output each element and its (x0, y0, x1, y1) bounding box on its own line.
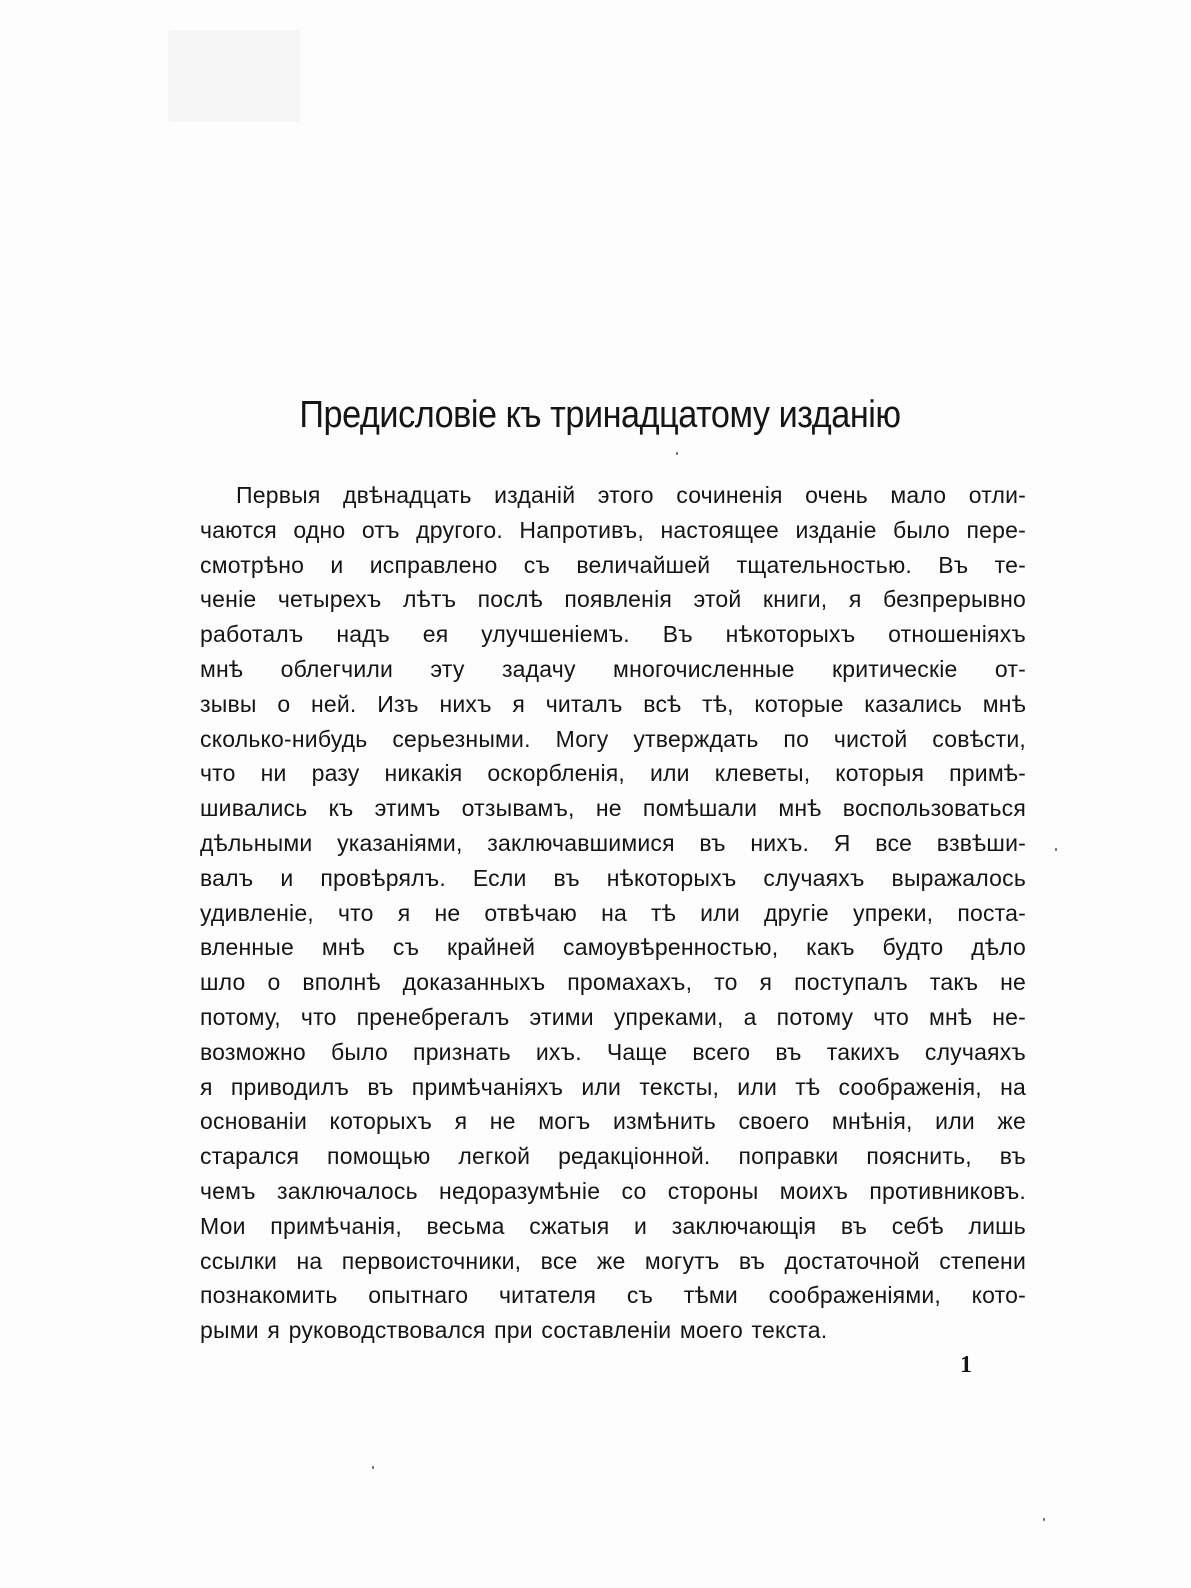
text-line: Первыя двѣнадцать изданій этого сочиненія очень мало отли- (236, 482, 1026, 508)
text-line: возможно было признать ихъ. Чаще всего въ такихъ случаяхъ (200, 1038, 1026, 1065)
text-line: основаніи которыхъ я не могъ измѣнить своего мнѣнія, или же (200, 1108, 1026, 1135)
text-line: чемъ заключалось недоразумѣніе со стороны моихъ противниковъ. (200, 1177, 1026, 1204)
text-line: смотрѣно и исправлено съ величайшей тщательностью. Въ те- (200, 551, 1026, 578)
scan-smudge (168, 30, 300, 122)
scan-speck (1055, 848, 1057, 851)
text-line: потому, что пренебрегалъ этими упреками, а потому что мнѣ не- (200, 1003, 1026, 1030)
text-line: рыми я руководствовался при составленіи моего текста. (200, 1317, 828, 1344)
scan-speck (676, 452, 678, 455)
text-line: зывы о ней. Изъ нихъ я читалъ всѣ тѣ, которые казались мнѣ (200, 690, 1026, 717)
text-line: сколько-нибудь серьезными. Могу утверждать по чистой совѣсти, (200, 725, 1026, 752)
text-line: шло о вполнѣ доказанныхъ промахахъ, то я поступалъ такъ не (200, 969, 1026, 996)
scan-speck (372, 1466, 374, 1469)
text-line: я приводилъ въ примѣчаніяхъ или тексты, или тѣ соображенія, на (200, 1073, 1026, 1100)
chapter-title: Предисловіе къ тринадцатому изданію (299, 394, 901, 436)
text-line: валъ и провѣрялъ. Если въ нѣкоторыхъ случаяхъ выражалось (200, 864, 1026, 891)
scan-speck (1043, 1518, 1045, 1521)
text-line: ченіе четырехъ лѣтъ послѣ появленія этой книги, я безпрерывно (200, 586, 1026, 613)
text-line: старался помощью легкой редакціонной. поправки пояснить, въ (200, 1143, 1026, 1170)
text-line: познакомить опытнаго читателя съ тѣми соображеніями, кото- (200, 1282, 1026, 1309)
text-line: что ни разу никакія оскорбленія, или клеветы, которыя примѣ- (200, 760, 1026, 787)
text-line: работалъ надъ ея улучшеніемъ. Въ нѣкоторыхъ отношеніяхъ (200, 621, 1026, 648)
page-number: 1 (960, 1352, 972, 1378)
preface-paragraph (200, 478, 1026, 1348)
text-line: Мои примѣчанія, весьма сжатыя и заключающія въ себѣ лишь (200, 1212, 1026, 1239)
text-line: шивались къ этимъ отзывамъ, не помѣшали мнѣ воспользоваться (200, 795, 1026, 822)
text-line: чаются одно отъ другого. Напротивъ, настоящее изданіе было пере- (200, 516, 1026, 543)
text-line: мнѣ облегчили эту задачу многочисленные критическіе от- (200, 655, 1026, 682)
text-line: вленные мнѣ съ крайней самоувѣренностью, какъ будто дѣло (200, 934, 1026, 961)
text-line: удивленіе, что я не отвѣчаю на тѣ или другіе упреки, поста- (200, 899, 1026, 926)
text-line: дѣльными указаніями, заключавшимися въ нихъ. Я все взвѣши- (200, 829, 1026, 856)
text-line: ссылки на первоисточники, все же могутъ въ достаточной степени (200, 1247, 1026, 1274)
